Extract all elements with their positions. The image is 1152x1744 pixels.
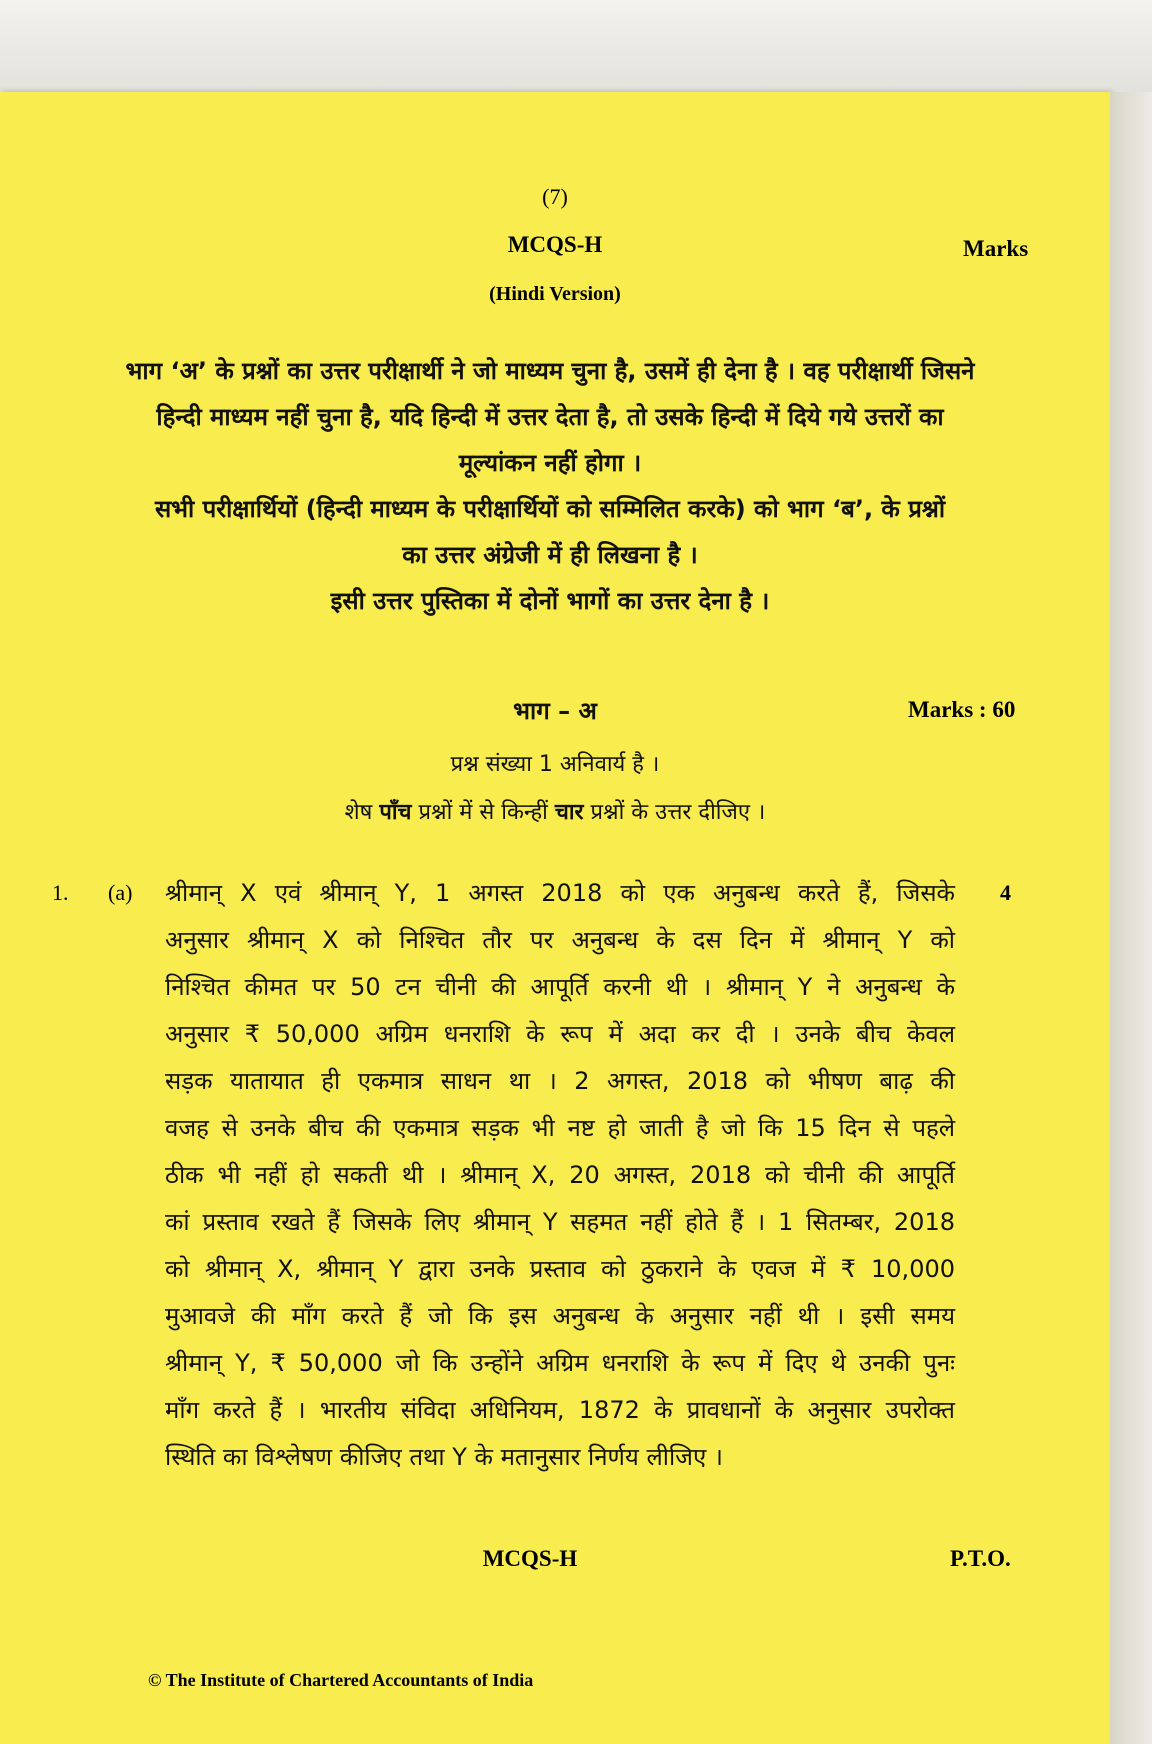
question-line: कां प्रस्ताव रखते हैं जिसके लिए श्रीमान् Y सहमत नहीं होते हैं । 1 सितम्बर, 2018 [165,1208,955,1236]
instruction-line: इसी उत्तर पुस्तिका में दोनों भागों का उत्तर देना है । [330,587,770,615]
question-line: को श्रीमान् X, श्रीमान् Y द्वारा उनके प्रस्ताव को ठुकराने के एवज में ₹ 10,000 [165,1255,955,1283]
question-marks: 4 [1000,880,1011,905]
underlying-page [0,0,1152,96]
page-edge [1110,92,1152,1744]
question-line: स्थिति का विश्लेषण कीजिए तथा Y के मतानुसार निर्णय लीजिए । [165,1443,723,1471]
rule-text: प्रश्नों में से किन्हीं [411,800,555,825]
rule-emphasis: पाँच [379,800,412,825]
question-line: श्रीमान् Y, ₹ 50,000 जो कि उन्होंने अग्रिम धनराशि के रूप में दिए थे उनकी पुनः [165,1349,955,1377]
instruction-line: मूल्यांकन नहीं होगा । [458,449,642,477]
attempt-rule [0,796,1110,826]
question-subpart: (a) [108,880,133,905]
footer-paper-code: MCQS-H [482,1546,578,1571]
question-line: सड़क यातायात ही एकमात्र साधन था । 2 अगस्त, 2018 को भीषण बाढ़ की [165,1067,955,1095]
marks-column-label: Marks [963,236,1029,261]
question-line: अनुसार श्रीमान् X को निश्चित तौर पर अनुबन्ध के दस दिन में श्रीमान् Y को [165,926,955,954]
question-line: अनुसार ₹ 50,000 अग्रिम धनराशि के रूप में अदा कर दी । उनके बीच केवल [165,1020,955,1048]
rule-text: शेष [344,800,380,825]
instructions-block [90,348,1010,624]
compulsory-rule: प्रश्न संख्या 1 अनिवार्य है । [450,752,660,777]
rule-emphasis: चार [554,800,584,825]
section-marks: Marks : 60 [908,697,1016,722]
question-line: ठीक भी नहीं हो सकती थी । श्रीमान् X, 20 अगस्त, 2018 को चीनी की आपूर्ति [165,1161,955,1189]
question-text [165,870,955,1481]
page-number: (7) [542,184,568,209]
paper-code: MCQS-H [507,232,603,257]
question-line: वजह से उनके बीच की एकमात्र सड़क भी नष्ट हो जाती है जो कि 15 दिन से पहले [165,1114,955,1142]
section-title: भाग – अ [513,697,597,725]
question-line: माँग करते हैं । भारतीय संविदा अधिनियम, 1872 के प्रावधानों के अनुसार उपरोक्त [165,1396,955,1424]
rule-text: प्रश्नों के उत्तर दीजिए । [583,800,766,825]
question-number: 1. [52,880,69,905]
copyright-notice: © The Institute of Chartered Accountants of India [148,1670,534,1690]
instruction-line: का उत्तर अंग्रेजी में ही लिखना है । [402,541,698,569]
instruction-line: भाग ‘अ’ के प्रश्नों का उत्तर परीक्षार्थी ने जो माध्यम चुना है, उसमें ही देना है । वह परीक्षार्थी जिसने [125,357,975,385]
instruction-line: हिन्दी माध्यम नहीं चुना है, यदि हिन्दी में उत्तर देता है, तो उसके हिन्दी में दिये गये उत्तरों का [156,403,944,431]
instruction-line: सभी परीक्षार्थियों (हिन्दी माध्यम के परीक्षार्थियों को सम्मिलित करके) को भाग ‘ब’, के प्रश्नों [154,495,946,523]
question-line: मुआवजे की माँग करते हैं जो कि इस अनुबन्ध के अनुसार नहीं थी । इसी समय [165,1302,955,1330]
question-line: निश्चित कीमत पर 50 टन चीनी की आपूर्ति करनी थी । श्रीमान् Y ने अनुबन्ध के [165,973,955,1001]
question-line: श्रीमान् X एवं श्रीमान् Y, 1 अगस्त 2018 को एक अनुबन्ध करते हैं, जिसके [165,879,955,907]
version-label: (Hindi Version) [489,283,621,305]
pto-label: P.T.O. [950,1546,1011,1571]
